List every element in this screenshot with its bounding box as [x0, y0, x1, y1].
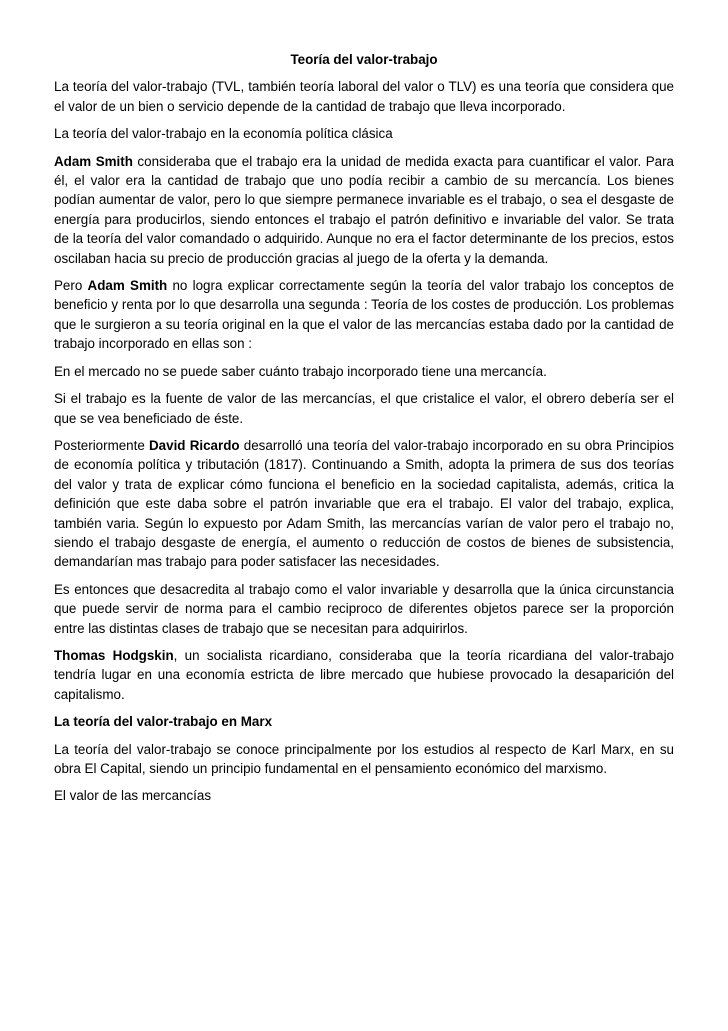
- marx-paragraph: La teoría del valor-trabajo se conoce principalmente por los estudios al respecto de Karl Marx, en su obra El Capital, siendo un principio fundamental en el pensamiento económico del marxismo.: [54, 741, 674, 776]
- paragraph-text: consideraba que el trabajo era la unidad de medida exacta para cuantificar el valor. Para él, el valor era la cantidad de trabajo que uno podía recibir a cambio de su mercancía. Los bienes podían aumentar de valor, pero lo que siempre permanece invariable es el trabajo, o sea el desgaste de energía para producirlos, siendo entonces el trabajo el patrón definitivo e invariable del valor. Se trata de la teoría del valor comandado o adquirido. Aunque no era el factor determinante de los precios, estos oscilaban hacia su precio de producción gracias al juego de la oferta y la demanda.: [54, 153, 675, 266]
- paragraph-text: no logra explicar correctamente según la teoría del valor trabajo los conceptos de beneficio y renta por lo que desarrolla una segunda : Teoría de los costes de producción. Los problemas que le surgieron a su teoría original en la que el valor de las mercancías estaba dado por la cantidad de trabajo incorporado en ellas son :: [54, 278, 674, 352]
- bold-heading: La teoría del valor-trabajo en Marx: [54, 714, 273, 730]
- paragraph-text: desarrolló una teoría del valor-trabajo incorporado en su obra Principios de economía política y tributación (1817). Continuando a Smith, adopta la primera de sus dos teorías del valor y trata de explicar cómo funciona el beneficio en la sociedad capitalista, además, critica la definición que este daba sobre el patrón invariable que era el trabajo. El valor del trabajo, explica, también varia. Según lo expuesto por Adam Smith, las mercancías varían de valor pero el trabajo no, siendo el trabajo desgaste de energía, el aumento o reducción de costos de bienes de subsistencia, demandarían mas trabajo para poder satisfacer las necesidades.: [54, 437, 674, 570]
- paragraph-text: , un socialista ricardiano, consideraba que la teoría ricardiana del valor-trabajo tendría lugar en una economía estricta de libre mercado que hubiese provocado la desaparición del capitalismo.: [54, 647, 674, 702]
- market-paragraph: En el mercado no se puede saber cuánto trabajo incorporado tiene una mercancía.: [54, 363, 547, 379]
- adam-smith-paragraph: [54, 152, 674, 268]
- paragraph-text: Pero: [54, 278, 88, 294]
- document-title: Teoría del valor-trabajo: [290, 52, 438, 67]
- invariable-value-paragraph: Es entonces que desacredita al trabajo como el valor invariable y desarrolla que la única circunstancia que puede servir de norma para el cambio reciproco de diferentes objetos parece ser la proporción entre las distintas clases de trabajo que se necesitan para adquirirlos.: [54, 581, 674, 636]
- bold-name-thomas-hodgskin: Thomas Hodgskin: [54, 647, 174, 663]
- david-ricardo-paragraph: [54, 436, 674, 572]
- worker-paragraph: Si el trabajo es la fuente de valor de las mercancías, el que cristalice el valor, el obrero debería ser el que se vea beneficiado de éste.: [54, 391, 674, 426]
- paragraph-text: Posteriormente: [54, 437, 150, 453]
- section-heading-marx: [54, 712, 674, 731]
- intro-paragraph: La teoría del valor-trabajo (TVL, también teoría laboral del valor o TLV) es una teoría que considera que el valor de un bien o servicio depende de la cantidad de trabajo que lleva incorporado.: [54, 79, 674, 114]
- bold-name-david-ricardo: David Ricardo: [149, 437, 240, 453]
- adam-smith-problems-paragraph: [54, 276, 674, 354]
- bold-name-adam-smith: Adam Smith: [87, 278, 168, 294]
- section-heading-value: El valor de las mercancías: [54, 788, 212, 804]
- thomas-hodgskin-paragraph: [54, 646, 674, 704]
- bold-name-adam-smith: Adam Smith: [54, 153, 133, 169]
- section-heading-classical: La teoría del valor-trabajo en la economía política clásica: [54, 126, 393, 142]
